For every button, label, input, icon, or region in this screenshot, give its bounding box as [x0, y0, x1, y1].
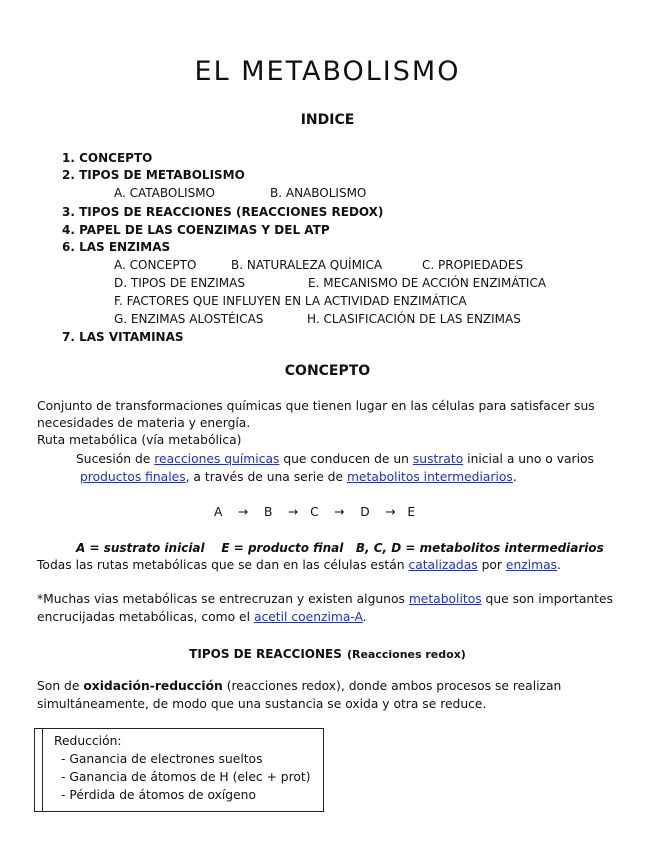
- index-item-6h: H. CLASIFICACIÓN DE LAS ENZIMAS: [307, 312, 521, 326]
- index-item-6f: F. FACTORES QUE INFLUYEN EN LA ACTIVIDAD ENZIMÁTICA: [114, 294, 467, 308]
- concepto-line-1: Conjunto de transformaciones químicas que tienen lugar en las células para satisfacer sus: [37, 399, 595, 413]
- link-productos-finales[interactable]: productos finales: [80, 470, 186, 484]
- link-catalizadas[interactable]: catalizadas: [408, 558, 478, 572]
- productos-line: productos finales, a través de una serie de metabolitos intermediarios.: [80, 470, 517, 484]
- index-item-6d: D. TIPOS DE ENZIMAS: [114, 276, 245, 290]
- concepto-line-2: necesidades de materia y energía.: [37, 416, 251, 430]
- reduccion-title: Reducción:: [54, 734, 122, 748]
- index-item-6a: A. CONCEPTO: [114, 258, 197, 272]
- reduccion-item-1: - Ganancia de electrones sueltos: [61, 752, 263, 766]
- pathway-flow: A → B → C → D → E: [214, 505, 416, 519]
- index-item-1: 1. CONCEPTO: [62, 151, 153, 165]
- redox-line-2: simultáneamente, de modo que una sustancia se oxida y otra se reduce.: [37, 697, 487, 711]
- catalizadas-line: Todas las rutas metabólicas que se dan en las células están catalizadas por enzimas.: [37, 558, 561, 572]
- index-heading: INDICE: [300, 112, 355, 128]
- link-reacciones-quimicas[interactable]: reacciones químicas: [154, 452, 280, 466]
- index-item-3: 3. TIPOS DE REACCIONES (REACCIONES REDOX): [62, 205, 384, 219]
- link-metabolitos[interactable]: metabolitos: [408, 592, 482, 606]
- index-item-4: 4. PAPEL DE LAS COENZIMAS Y DEL ATP: [62, 223, 330, 237]
- box-margin-line: [42, 729, 43, 811]
- encrucijadas-line: encrucijadas metabólicas, como el acetil coenzima-A.: [37, 610, 367, 624]
- concepto-heading: CONCEPTO: [284, 363, 371, 379]
- link-metabolitos-intermediarios[interactable]: metabolitos intermediarios: [346, 470, 513, 484]
- index-item-7: 7. LAS VITAMINAS: [62, 330, 184, 344]
- index-item-6g: G. ENZIMAS ALOSTÉICAS: [114, 312, 264, 326]
- index-item-2a: A. CATABOLISMO: [114, 186, 215, 200]
- index-item-6e: E. MECANISMO DE ACCIÓN ENZIMÁTICA: [308, 276, 547, 290]
- page-title: EL METABOLISMO: [194, 56, 461, 87]
- muchas-vias-line: *Muchas vias metabólicas se entrecruzan y existen algunos metabolitos que son importantes: [37, 592, 613, 606]
- ruta-metabolica-label: Ruta metabólica (vía metabólica): [37, 433, 242, 447]
- link-acetil-coenzima-a[interactable]: acetil coenzima-A: [253, 610, 363, 624]
- index-item-6b: B. NATURALEZA QUÍMICA: [231, 258, 383, 272]
- index-item-6: 6. LAS ENZIMAS: [62, 240, 171, 254]
- index-item-2b: B. ANABOLISMO: [270, 186, 367, 200]
- redox-line-1: Son de oxidación-reducción (reacciones redox), donde ambos procesos se realizan: [37, 679, 562, 693]
- reduccion-item-3: - Pérdida de átomos de oxígeno: [61, 788, 256, 802]
- reduccion-item-2: - Ganancia de átomos de H (elec + prot): [61, 770, 311, 784]
- pathway-legend: A = sustrato inicial E = producto final B, C, D = metabolitos intermediarios: [76, 541, 604, 555]
- index-item-6c: C. PROPIEDADES: [422, 258, 524, 272]
- link-sustrato[interactable]: sustrato: [412, 452, 464, 466]
- reacciones-heading: TIPOS DE REACCIONES (Reacciones redox): [189, 647, 466, 661]
- sucesion-line: Sucesión de reacciones químicas que conducen de un sustrato inicial a uno o varios: [76, 452, 594, 466]
- link-enzimas[interactable]: enzimas: [505, 558, 558, 572]
- index-item-2: 2. TIPOS DE METABOLISMO: [62, 168, 245, 182]
